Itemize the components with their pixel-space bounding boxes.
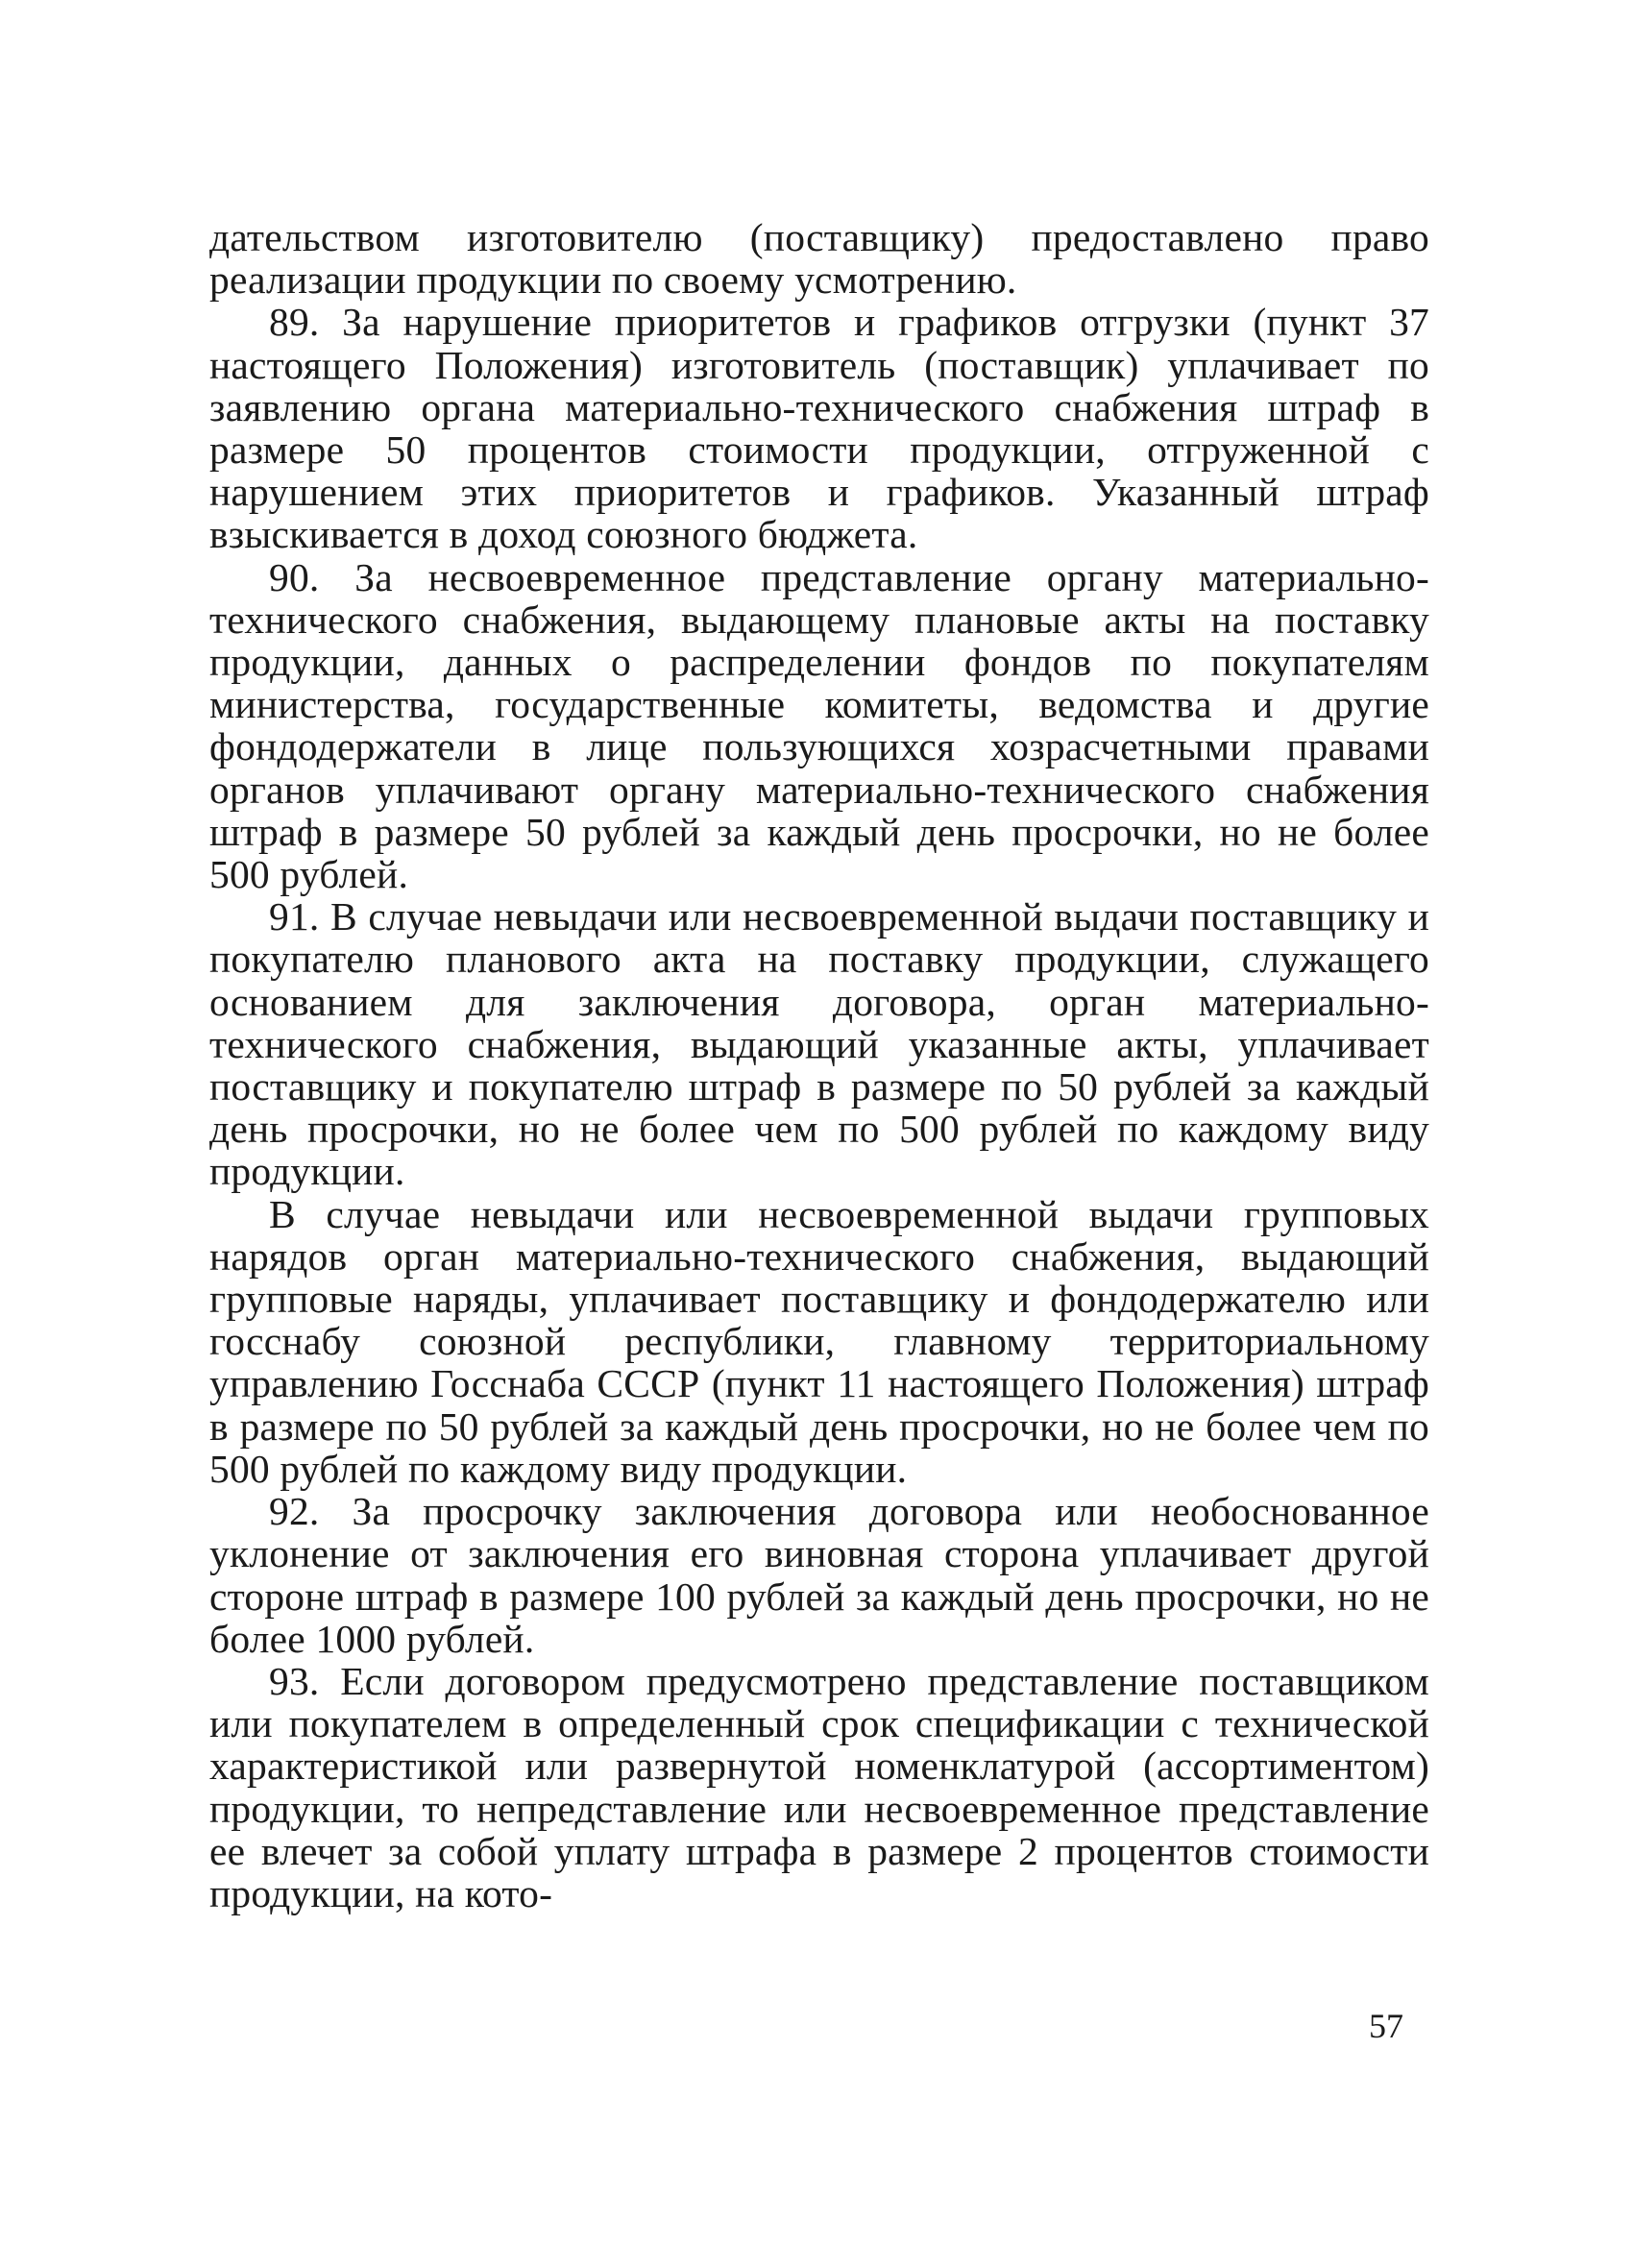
page-number: 57 (1369, 2007, 1403, 2045)
paragraph-continuation: дательством изготовителю (поставщику) предоставлено право реализации продукции по своему усмотрению. (209, 215, 1429, 303)
paragraph-89: 89. За нарушение приоритетов и графиков отгрузки (пункт 37 настоящего Положения) изготовитель (поставщик) уплачивает по заявлению органа материально-технического снабжения штраф в размере 50 процентов стоимости продукции, отгруженной с нарушением этих приоритетов и графиков. Указанный штраф взыскивается в доход союзного бюджета. (209, 300, 1429, 557)
paragraph-93: 93. Если договором предусмотрено представление поставщиком или покупателем в определенный срок спецификации с технической характеристикой или развернутой номенклатурой (ассортиментом) продукции, то непредставление или несвоевременное представление ее влечет за собой уплату штрафа в размере 2 процентов стоимости продукции, на кото- (209, 1658, 1429, 1915)
paragraph-91-group-orders: В случае невыдачи или несвоевременной выдачи групповых нарядов орган материально-технического снабжения, выдающий групповые наряды, уплачивает поставщику и фондодержателю или госснабу союзной республики, главному территориальному управлению Госснаба СССР (пункт 11 настоящего Положения) штраф в размере по 50 рублей за каждый день просрочки, но не более чем по 500 рублей по каждому виду продукции. (209, 1191, 1429, 1491)
paragraph-91: 91. В случае невыдачи или несвоевременной выдачи поставщику и покупателю планового акта на поставку продукции, служащего основанием для заключения договора, орган материально-технического снабжения, выдающий указанные акты, уплачивает поставщику и покупателю штраф в размере по 50 рублей за каждый день просрочки, но не более чем по 500 рублей по каждому виду продукции. (209, 894, 1429, 1194)
page-body (209, 216, 1429, 1914)
paragraph-92: 92. За просрочку заключения договора или необоснованное уклонение от заключения его виновная сторона уплачивает другой стороне штраф в размере 100 рублей за каждый день просрочки, но не более 1000 рублей. (209, 1489, 1429, 1661)
paragraph-90: 90. За несвоевременное представление органу материально-технического снабжения, выдающему плановые акты на поставку продукции, данных о распределении фондов по покупателям министерства, государственные комитеты, ведомства и другие фондодержатели в лице пользующихся хозрасчетными правами органов уплачивают органу материально-технического снабжения штраф в размере 50 рублей за каждый день просрочки, но не более 500 рублей. (209, 554, 1429, 897)
